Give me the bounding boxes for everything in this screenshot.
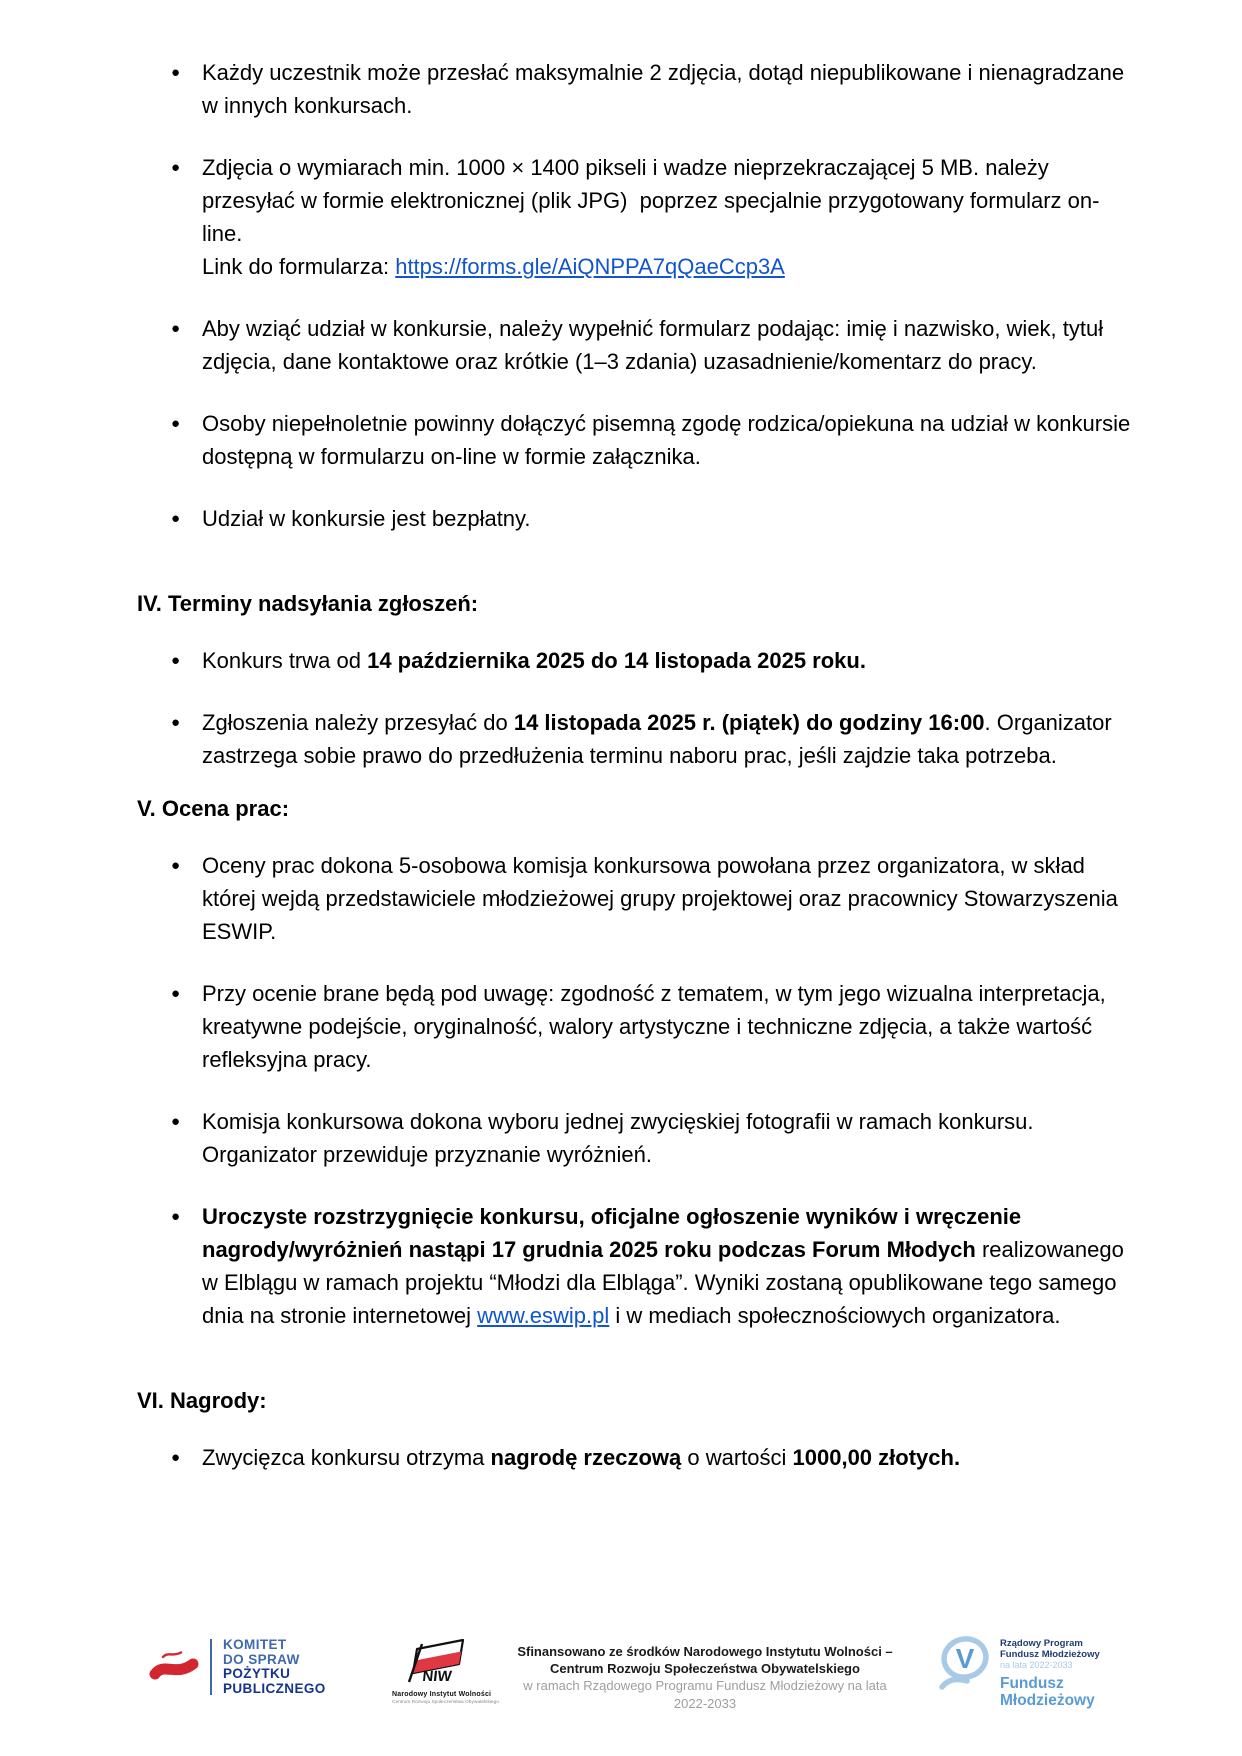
text-run: realizowanego w Elblągu w ramach projektu “Młodzi dla Elbląga”. Wyniki zostaną opublikowane tego samego dnia na stronie internetowej xyxy=(202,1237,1124,1328)
bold-text: Uroczyste rozstrzygnięcie konkursu, oficjalne ogłoszenie wyników i wręczenie nagrody/wyróżnień nastąpi 17 grudnia 2025 roku podczas Forum Młodych xyxy=(202,1204,1022,1262)
text-run: Oceny prac dokona 5-osobowa komisja konkursowa powołana przez organizatora, w skład której wejdą przedstawiciele młodzieżowej grupy projektowej oraz pracownicy Stowarzyszenia ESWIP. xyxy=(202,853,1118,944)
bullet-text xyxy=(202,1204,1124,1328)
bullet-item xyxy=(171,502,1132,535)
bullet-text xyxy=(202,853,1118,944)
form-link[interactable]: https://forms.gle/AiQNPPA7qQaeCcp3A xyxy=(395,254,785,279)
bullet-item xyxy=(171,644,1132,677)
komitet-logo-text: PUBLICZNEGO xyxy=(223,1680,326,1696)
text-run: Każdy uczestnik może przesłać maksymalnie 2 zdjęcia, dotąd niepublikowane i nienagradzane w innych konkursach. xyxy=(202,60,1125,118)
text-run: Aby wziąć udział w konkursie, należy wypełnić formularz podając: imię i nazwisko, wiek, tytuł zdjęcia, dane kontaktowe oraz krótkie (1–3 zdania) uzasadnienie/komentarz do pracy. xyxy=(202,316,1104,374)
bullet-item xyxy=(171,1105,1132,1171)
bullet-icon: ● xyxy=(171,652,181,669)
bullet-item xyxy=(171,1441,1132,1474)
divider xyxy=(210,1639,212,1695)
bullet-icon: ● xyxy=(171,857,181,874)
section-heading: IV. Terminy nadsyłania zgłoszeń: xyxy=(137,591,479,616)
fm-years: na lata 2022-2033 xyxy=(1000,1660,1073,1670)
text-run: Komisja konkursowa dokona wyboru jednej zwycięskiej fotografii w ramach konkursu. Organizator przewiduje przyznanie wyróżnień. xyxy=(202,1109,1034,1167)
funding-statement xyxy=(505,1643,905,1713)
bullet-icon: ● xyxy=(171,714,181,731)
text-run: i w mediach społecznościowych organizatora. xyxy=(609,1303,1061,1328)
bullet-list xyxy=(137,644,1140,772)
niw-name: Narodowy Instytut Wolności xyxy=(392,1691,492,1698)
v-circle-icon xyxy=(936,1634,992,1694)
fm-name-line: Fundusz xyxy=(1000,1675,1064,1692)
bold-text: 1000,00 złotych. xyxy=(792,1445,961,1470)
funding-line: Sfinansowano ze środków Narodowego Instytutu Wolności – xyxy=(517,1644,893,1659)
bullet-list xyxy=(137,1441,1140,1474)
text-run: Udział w konkursie jest bezpłatny. xyxy=(202,506,531,531)
bullet-item xyxy=(171,849,1132,948)
bold-text: 14 listopada 2025 r. (piątek) do godziny 16:00 xyxy=(513,710,985,735)
bullet-list xyxy=(137,849,1140,1332)
text-run: Zwycięzca konkursu otrzyma xyxy=(202,1445,491,1470)
document-content xyxy=(137,56,1140,1474)
section-heading: VI. Nagrody: xyxy=(137,1388,267,1413)
bullet-text xyxy=(202,155,1099,279)
bullet-text xyxy=(202,1445,960,1470)
bullet-icon: ● xyxy=(171,1113,181,1130)
bullet-text xyxy=(202,316,1103,374)
text-run: Osoby niepełnoletnie powinny dołączyć pisemną zgodę rodzica/opiekuna na udział w konkursie dostępną w formularzu on-line w formie załącznika. xyxy=(202,411,1131,469)
bullet-text xyxy=(202,981,1106,1072)
text-run: . Organizator zastrzega sobie prawo do przedłużenia terminu naboru prac, jeśli zajdzie taka potrzeba. xyxy=(202,710,1112,768)
funding-line: Centrum Rozwoju Społeczeństwa Obywatelskiego xyxy=(550,1661,860,1676)
bullet-item xyxy=(171,312,1132,378)
poland-flag-icon xyxy=(148,1648,200,1686)
niw-flag-icon xyxy=(403,1634,471,1684)
bullet-text xyxy=(202,710,1112,768)
fm-program-line: Fundusz Młodzieżowy xyxy=(1000,1649,1100,1660)
niw-acronym: NIW xyxy=(421,1668,453,1684)
bullet-item xyxy=(171,56,1132,122)
fm-program-line: Rządowy Program xyxy=(1000,1638,1083,1649)
bullet-text xyxy=(202,60,1124,118)
komitet-logo xyxy=(148,1638,326,1696)
funding-line: w ramach Rządowego Programu Fundusz Młodzieżowy na lata 2022-2033 xyxy=(523,1678,887,1711)
komitet-logo-text: POŻYTKU xyxy=(223,1666,291,1681)
bullet-icon: ● xyxy=(171,415,181,432)
text-run: Link do formularza: xyxy=(202,254,396,279)
bullet-icon: ● xyxy=(171,1208,181,1225)
text-run: Zgłoszenia należy przesyłać do xyxy=(202,710,514,735)
bullet-text xyxy=(202,506,531,531)
bullet-icon: ● xyxy=(171,159,181,176)
bullet-item xyxy=(171,977,1132,1076)
bullet-text xyxy=(202,411,1130,469)
bullet-icon: ● xyxy=(171,1449,181,1466)
bullet-item xyxy=(171,706,1132,772)
text-run: Zdjęcia o wymiarach min. 1000 × 1400 pikseli i wadze nieprzekraczającej 5 MB. należy przesyłać w formie elektronicznej (plik JPG) poprzez specjalnie przygotowany formularz on-line. xyxy=(202,155,1100,246)
bullet-icon: ● xyxy=(171,320,181,337)
bullet-icon: ● xyxy=(171,510,181,527)
komitet-logo-text: DO SPRAW xyxy=(223,1651,300,1667)
bullet-icon: ● xyxy=(171,985,181,1002)
bullet-list xyxy=(137,56,1140,535)
bullet-icon: ● xyxy=(171,64,181,81)
komitet-logo-text: KOMITET xyxy=(223,1637,287,1652)
bold-text: nagrodę rzeczową xyxy=(490,1445,682,1470)
bullet-item xyxy=(171,151,1132,283)
text-run: o wartości xyxy=(681,1445,793,1470)
eswip-link[interactable]: www.eswip.pl xyxy=(477,1303,610,1328)
bullet-item xyxy=(171,1200,1132,1332)
text-run: Przy ocenie brane będą pod uwagę: zgodność z tematem, w tym jego wizualna interpretacja, kreatywne podejście, oryginalność, walory artystyczne i techniczne zdjęcia, a także wartość refleksyjna pracy. xyxy=(202,981,1106,1072)
bullet-item xyxy=(171,407,1132,473)
fm-name-line: Młodzieżowy xyxy=(1000,1692,1095,1709)
v-letter: V xyxy=(955,1643,975,1674)
niw-subname: Centrum Rozwoju Społeczeństwa Obywatelskiego xyxy=(392,1699,499,1705)
niw-logo xyxy=(392,1634,499,1705)
bullet-text xyxy=(202,648,866,673)
bullet-text xyxy=(202,1109,1034,1167)
text-run: Konkurs trwa od xyxy=(202,648,368,673)
section-heading: V. Ocena prac: xyxy=(137,796,290,821)
fundusz-mlodziezowy-logo xyxy=(936,1634,1100,1709)
bold-text: 14 października 2025 do 14 listopada 2025 roku. xyxy=(367,648,866,673)
